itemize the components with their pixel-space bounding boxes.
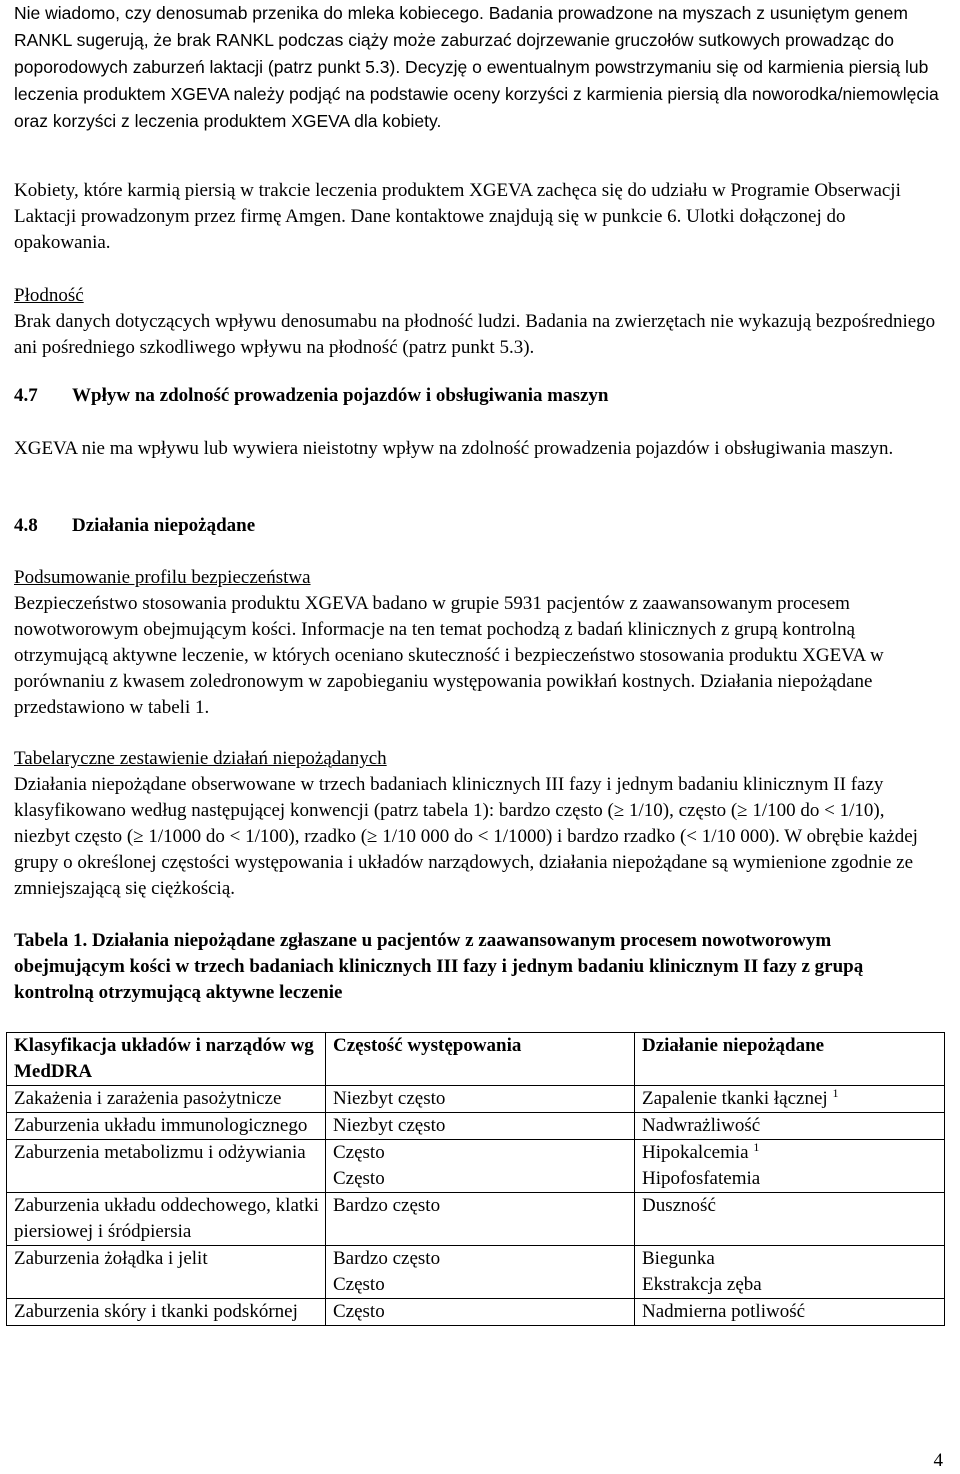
adverse-reaction-entry xyxy=(642,1193,938,1219)
adverse-reaction-name: Nadmierna potliwość xyxy=(642,1301,806,1322)
cell-frequency xyxy=(326,1193,635,1246)
cell-adverse-reaction xyxy=(635,1246,945,1299)
table-row xyxy=(7,1193,945,1246)
safety-summary-heading: Podsumowanie profilu bezpieczeństwa xyxy=(14,567,311,588)
cell-soc: Zaburzenia skóry i tkanki podskórnej xyxy=(7,1299,326,1326)
breastfeeding-paragraph xyxy=(14,0,944,135)
adverse-reaction-name: Nadwrażliwość xyxy=(642,1115,761,1136)
table-row xyxy=(7,1246,945,1299)
frequency-value: Często xyxy=(333,1274,385,1295)
adverse-reactions-table xyxy=(6,1032,945,1326)
cell-soc: Zaburzenia metabolizmu i odżywiania xyxy=(7,1140,326,1193)
table-row xyxy=(7,1113,945,1140)
cell-frequency xyxy=(326,1246,635,1299)
adverse-reaction-entry xyxy=(642,1086,938,1112)
adverse-reaction-entry xyxy=(642,1140,938,1166)
cell-frequency xyxy=(326,1140,635,1193)
section-4-7-heading xyxy=(14,383,944,409)
breastfeeding-paragraph-sans: Nie wiadomo, czy denosumab przenika do mleka kobiecego. Badania prowadzone na myszach z usuniętym genem RANKL sugerują, że brak RANKL podczas ciąży może zaburzać dojrzewanie gruczołów sutkowych prowadząc do poporodowych zaburzeń laktacji (patrz punkt 5.3). xyxy=(14,3,908,77)
cell-soc: Zaburzenia układu immunologicznego xyxy=(7,1113,326,1140)
table-row xyxy=(7,1086,945,1113)
table-row xyxy=(7,1140,945,1193)
adverse-reaction-name: Hipokalcemia xyxy=(642,1142,749,1163)
adverse-reaction-entry xyxy=(642,1113,938,1139)
table-header-row xyxy=(7,1033,945,1086)
frequency-value: Często xyxy=(333,1142,385,1163)
adverse-reaction-entry xyxy=(642,1272,938,1298)
adverse-reaction-entry xyxy=(642,1166,938,1192)
frequency-value: Często xyxy=(333,1168,385,1189)
frequency-value: Niezbyt często xyxy=(333,1088,446,1109)
cell-adverse-reaction xyxy=(635,1140,945,1193)
cell-frequency xyxy=(326,1113,635,1140)
lactation-program-paragraph: Kobiety, które karmią piersią w trakcie leczenia produktem XGEVA zachęca się do udziału w Programie Obserwacji Laktacji prowadzonym przez firmę Amgen. Dane kontaktowe znajdują się w punkcie 6. Ulotki dołączonej do opakowania. xyxy=(14,180,901,253)
cell-adverse-reaction xyxy=(635,1299,945,1326)
section-4-8-title: Działania niepożądane xyxy=(72,515,256,536)
section-4-7-text: XGEVA nie ma wpływu lub wywiera nieistotny wpływ na zdolność prowadzenia pojazdów i obsługiwania maszyn. xyxy=(14,438,894,459)
fertility-heading: Płodność xyxy=(14,285,84,306)
frequency-value: Bardzo często xyxy=(333,1248,441,1269)
page-number: 4 xyxy=(933,1450,943,1471)
adverse-reaction-entry xyxy=(642,1299,938,1325)
footnote-marker: 1 xyxy=(753,1140,760,1154)
footnote-marker: 1 xyxy=(832,1086,839,1100)
cell-adverse-reaction xyxy=(635,1113,945,1140)
fertility-text: Brak danych dotyczących wpływu denosumabu na płodność ludzi. Badania na zwierzętach nie wykazują bezpośredniego ani pośredniego szkodliwego wpływu na płodność (patrz punkt 5.3). xyxy=(14,311,936,358)
tabular-summary-text: Działania niepożądane obserwowane w trzech badaniach klinicznych III fazy i jednym badaniu klinicznym II fazy klasyfikowano według następującej konwencji (patrz tabela 1): bardzo często (≥ 1/10), często (≥ 1/100 do < 1/10), niezbyt często (≥ 1/1000 do < 1/100), rzadko (≥ 1/10 000 do < 1/1000) i bardzo rzadko (< 1/10 000). W obrębie każdej grupy o określonej częstości występowania i układów narządowych, działania niepożądane są wymienione zgodnie ze zmniejszającą się ciężkością. xyxy=(14,774,918,899)
header-frequency: Częstość występowania xyxy=(326,1033,635,1086)
adverse-reaction-name: Biegunka xyxy=(642,1248,715,1269)
frequency-value: Niezbyt często xyxy=(333,1115,446,1136)
header-soc: Klasyfikacja układów i narządów wg MedDRA xyxy=(7,1033,326,1086)
tabular-summary-heading: Tabelaryczne zestawienie działań niepożądanych xyxy=(14,748,387,769)
cell-adverse-reaction xyxy=(635,1193,945,1246)
cell-frequency xyxy=(326,1086,635,1113)
cell-soc: Zaburzenia układu oddechowego, klatki piersiowej i śródpiersia xyxy=(7,1193,326,1246)
breastfeeding-paragraph-rest: Decyzję o ewentualnym powstrzymaniu się od karmienia piersią lub leczenia produktem XGEVA należy podjąć na podstawie oceny korzyści z karmienia piersią dla noworodka/niemowlęcia oraz korzyści z leczenia produktem XGEVA dla kobiety. xyxy=(14,57,939,131)
frequency-value: Często xyxy=(333,1301,385,1322)
adverse-reaction-name: Hipofosfatemia xyxy=(642,1168,761,1189)
adverse-reaction-name: Duszność xyxy=(642,1195,716,1216)
header-adverse-reaction: Działanie niepożądane xyxy=(635,1033,945,1086)
cell-soc: Zakażenia i zarażenia pasożytnicze xyxy=(7,1086,326,1113)
section-4-8-heading xyxy=(14,513,944,539)
section-4-7-number: 4.7 xyxy=(14,385,38,406)
table-row xyxy=(7,1299,945,1326)
cell-frequency xyxy=(326,1299,635,1326)
adverse-reaction-entry xyxy=(642,1246,938,1272)
cell-soc: Zaburzenia żołądka i jelit xyxy=(7,1246,326,1299)
section-4-8-number: 4.8 xyxy=(14,515,38,536)
adverse-reaction-name: Ekstrakcja zęba xyxy=(642,1274,762,1295)
table-caption: Tabela 1. Działania niepożądane zgłaszane u pacjentów z zaawansowanym procesem nowotworowym obejmującym kości w trzech badaniach klinicznych III fazy i jednym badaniu klinicznym II fazy z grupą kontrolną otrzymującą aktywne leczenie xyxy=(14,930,864,1003)
frequency-value: Bardzo często xyxy=(333,1195,441,1216)
section-4-7-title: Wpływ na zdolność prowadzenia pojazdów i obsługiwania maszyn xyxy=(72,385,609,406)
safety-summary-text: Bezpieczeństwo stosowania produktu XGEVA badano w grupie 5931 pacjentów z zaawansowanym procesem nowotworowym obejmującym kości. Informacje na ten temat pochodzą z badań klinicznych z grupą kontrolną otrzymującą aktywne leczenie, w których oceniano skuteczność i bezpieczeństwo stosowania produktu XGEVA w porównaniu z kwasem zoledronowym w zapobieganiu występowania powikłań kostnych. Działania niepożądane przedstawiono w tabeli 1. xyxy=(14,593,884,718)
cell-adverse-reaction xyxy=(635,1086,945,1113)
adverse-reaction-name: Zapalenie tkanki łącznej xyxy=(642,1088,828,1109)
